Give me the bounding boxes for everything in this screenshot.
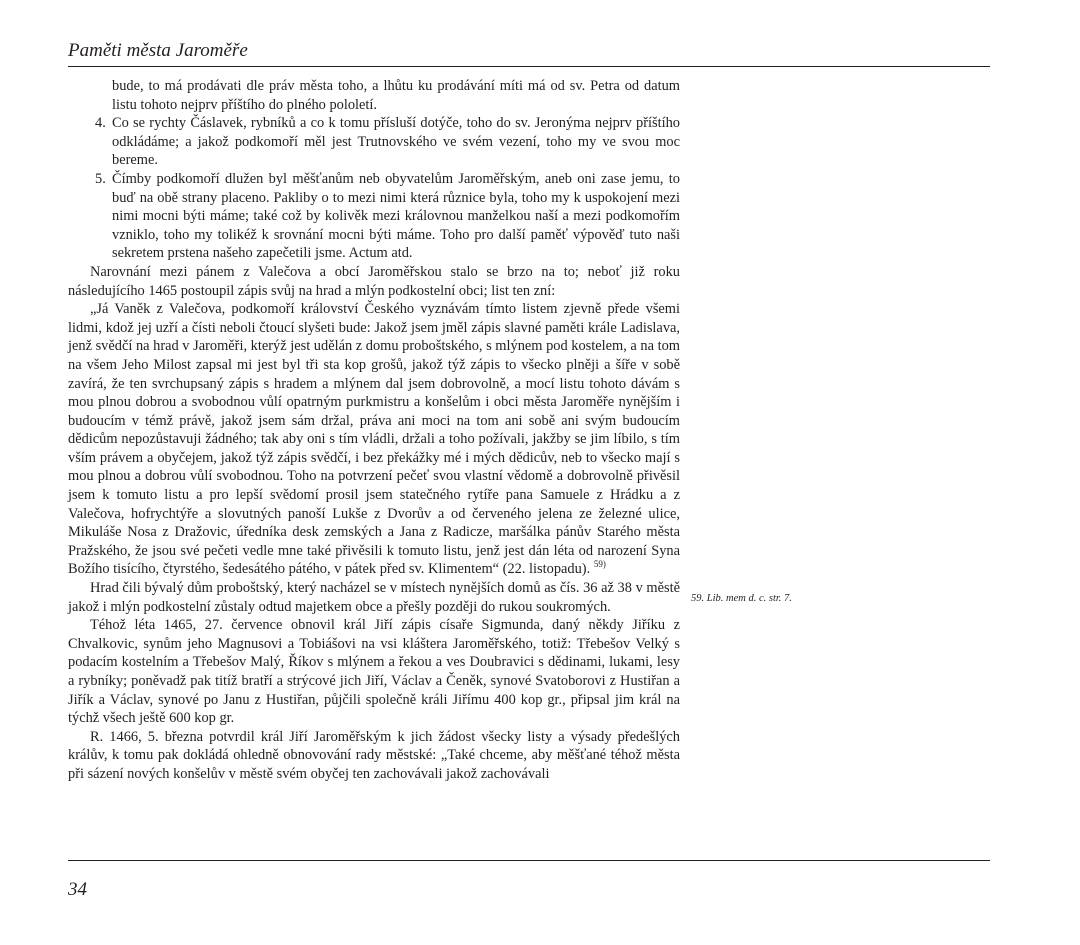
footer-rule xyxy=(68,860,990,861)
intro-continuation: bude, to má prodávati dle práv města toho, a lhůtu ku prodávání míti má od sv. Petra od datum listu tohoto nejprv příštího do plného pololetí. xyxy=(112,78,680,113)
list-number: 4. xyxy=(95,115,106,132)
charter-quote-text: „Já Vaněk z Valečova, podkomoří království Českého vyznávám tímto listem zjevně přede všemi lidmi, kdož jej uzří a čísti neboli čtoucí slyšeti bude: Jakož jsem jměl zápis slavné paměti krále Ladislava, jenž svědčí na hrad v Jaroměři, kterýž jest udělán z domu proboštského, s mlýnem pod kostelem, a na tom na všem Jeho Milost zapsal mi jest byl tři sta kop grošů, jakož týž zápis to všecko plněji a šíře v sobě zavírá, že ten svrchupsaný zápis s hradem a mlýnem dal jsem dobrovolně, a mocí listu tohoto dávám s mou plnou dobrou a svobodnou vůlí opatrným purkmistru a konšelům i obci města Jaroměře nynějším i budoucím v témž právě, jakož jsem sám držal, práva ani moci na tom ani sobě ani svým budoucím dědicům nepozůstavuji žádného; tak aby oni s tím vládli, držali a toho požívali, jakžby se jim líbilo, s tím vším právem a obyčejem, jakož týž zápis svědčí, i bez překážky mé i mých dědicův, neb to všecko mají s mou plnou a dobrou vůlí svobodnou. Toho na potvrzení pečeť svou vlastní vědomě a dobrovolně přivěsil jsem k tomuto listu a pro lepší svědomí prosil jsem statečného rytíře pana Samuele z Hrádku a z Valečova, hofrychtýře a slovutných panoší Lukše z Dvorův a od červeného jelena ze železné ulice, Mikuláše Nosa z Dražovic, úředníka desk zemských a Jana z Radicze, maršálka pánův Starého města Pražského, že jsou své pečeti vedle mne také přivěsili k tomuto listu, jenž jest dán léta od narození Syna Božího tisícího, čtyrstého, šedesátého pátého, v pátek před sv. Klimentem“ (22. listopadu). xyxy=(68,301,680,578)
list-number: 5. xyxy=(95,170,106,187)
list-item-text: Co se rychty Čáslavek, rybníků a co k tomu přísluší dotýče, toho do sv. Jeronýma nejprv příštího odkládáme; a jakož podkomoří měl jest Trutnovského ve svém vezení, toho my ve svou moc bereme. xyxy=(112,115,680,169)
paragraph-1465: Téhož léta 1465, 27. července obnovil král Jiří zápis císaře Sigmunda, daný někdy Jiříku z Chvalkovic, synům jeho Magnusovi a Tobiášovi na vsi kláštera Jaroměřského, totiž: Třebešov Velký s podacím kostelním a Třebešov Malý, Říkov s mlýnem a řekou a ves Doubravici s dědinami, lukami, lesy a rybníky; poněvadž pak titíž bratří a strýcové jich Jiří, Václav a Čeněk, synové Svatoborovi z Hustiřan a Jiřík a Václav, synové po Janu z Hustiřan, půjčili společně králi Jiřímu 400 kop gr., připsal jim král na týchž všech ještě 600 kop gr. xyxy=(68,617,680,727)
list-item-5 xyxy=(95,170,680,263)
main-text-column xyxy=(68,77,680,784)
footnote-59: 59. Lib. mem d. c. str. 7. xyxy=(691,593,792,604)
numbered-list xyxy=(68,114,680,263)
paragraph-settlement: Narovnání mezi pánem z Valečova a obcí Jaroměřskou stalo se brzo na to; neboť již roku následujícího 1465 postoupil zápis svůj na hrad a mlýn podkostelní obci; list ten zní: xyxy=(68,263,680,299)
list-item-4 xyxy=(95,114,680,170)
header-rule xyxy=(68,66,990,67)
paragraph-castle: Hrad čili bývalý dům proboštský, který nacházel se v místech nynějších domů as čís. 36 až 38 v městě jakož i mlýn podkostelní zůstaly odtud majetkem obce a přešly později do rukou soukromých. xyxy=(68,580,680,615)
page-number: 34 xyxy=(68,879,87,900)
paragraph-1466: R. 1466, 5. března potvrdil král Jiří Jaroměřským k jich žádost všecky listy a výsady předešlých králův, k tomu pak dokládá ohledně obnovování rady městské: „Také chceme, aby měšťané téhož města při sázení nových konšelův v městě svém obyčej ten zachovávali jakož zachovávali xyxy=(68,728,680,782)
list-item-text: Čímby podkomoří dlužen byl měšťanům neb obyvatelům Jaroměřským, aneb oni zase jemu, to buď na obě strany placeno. Pakliby o to mezi nimi která různice byla, toho my k uspokojení mezi nimi mocni býti máme; také což by kolivěk mezi královnou manželkou naší a mezi podkomořím vzniklo, toho my tolikéž k srovnání mocni býti máme. Toho pro další paměť výpověď tuto naši sekretem prstena našeho zapečetili jsme. Actum atd. xyxy=(112,170,680,262)
running-title: Paměti města Jaroměře xyxy=(68,40,248,61)
footnote-reference[interactable]: 59) xyxy=(593,559,606,570)
paragraph-charter-quote xyxy=(68,300,680,579)
